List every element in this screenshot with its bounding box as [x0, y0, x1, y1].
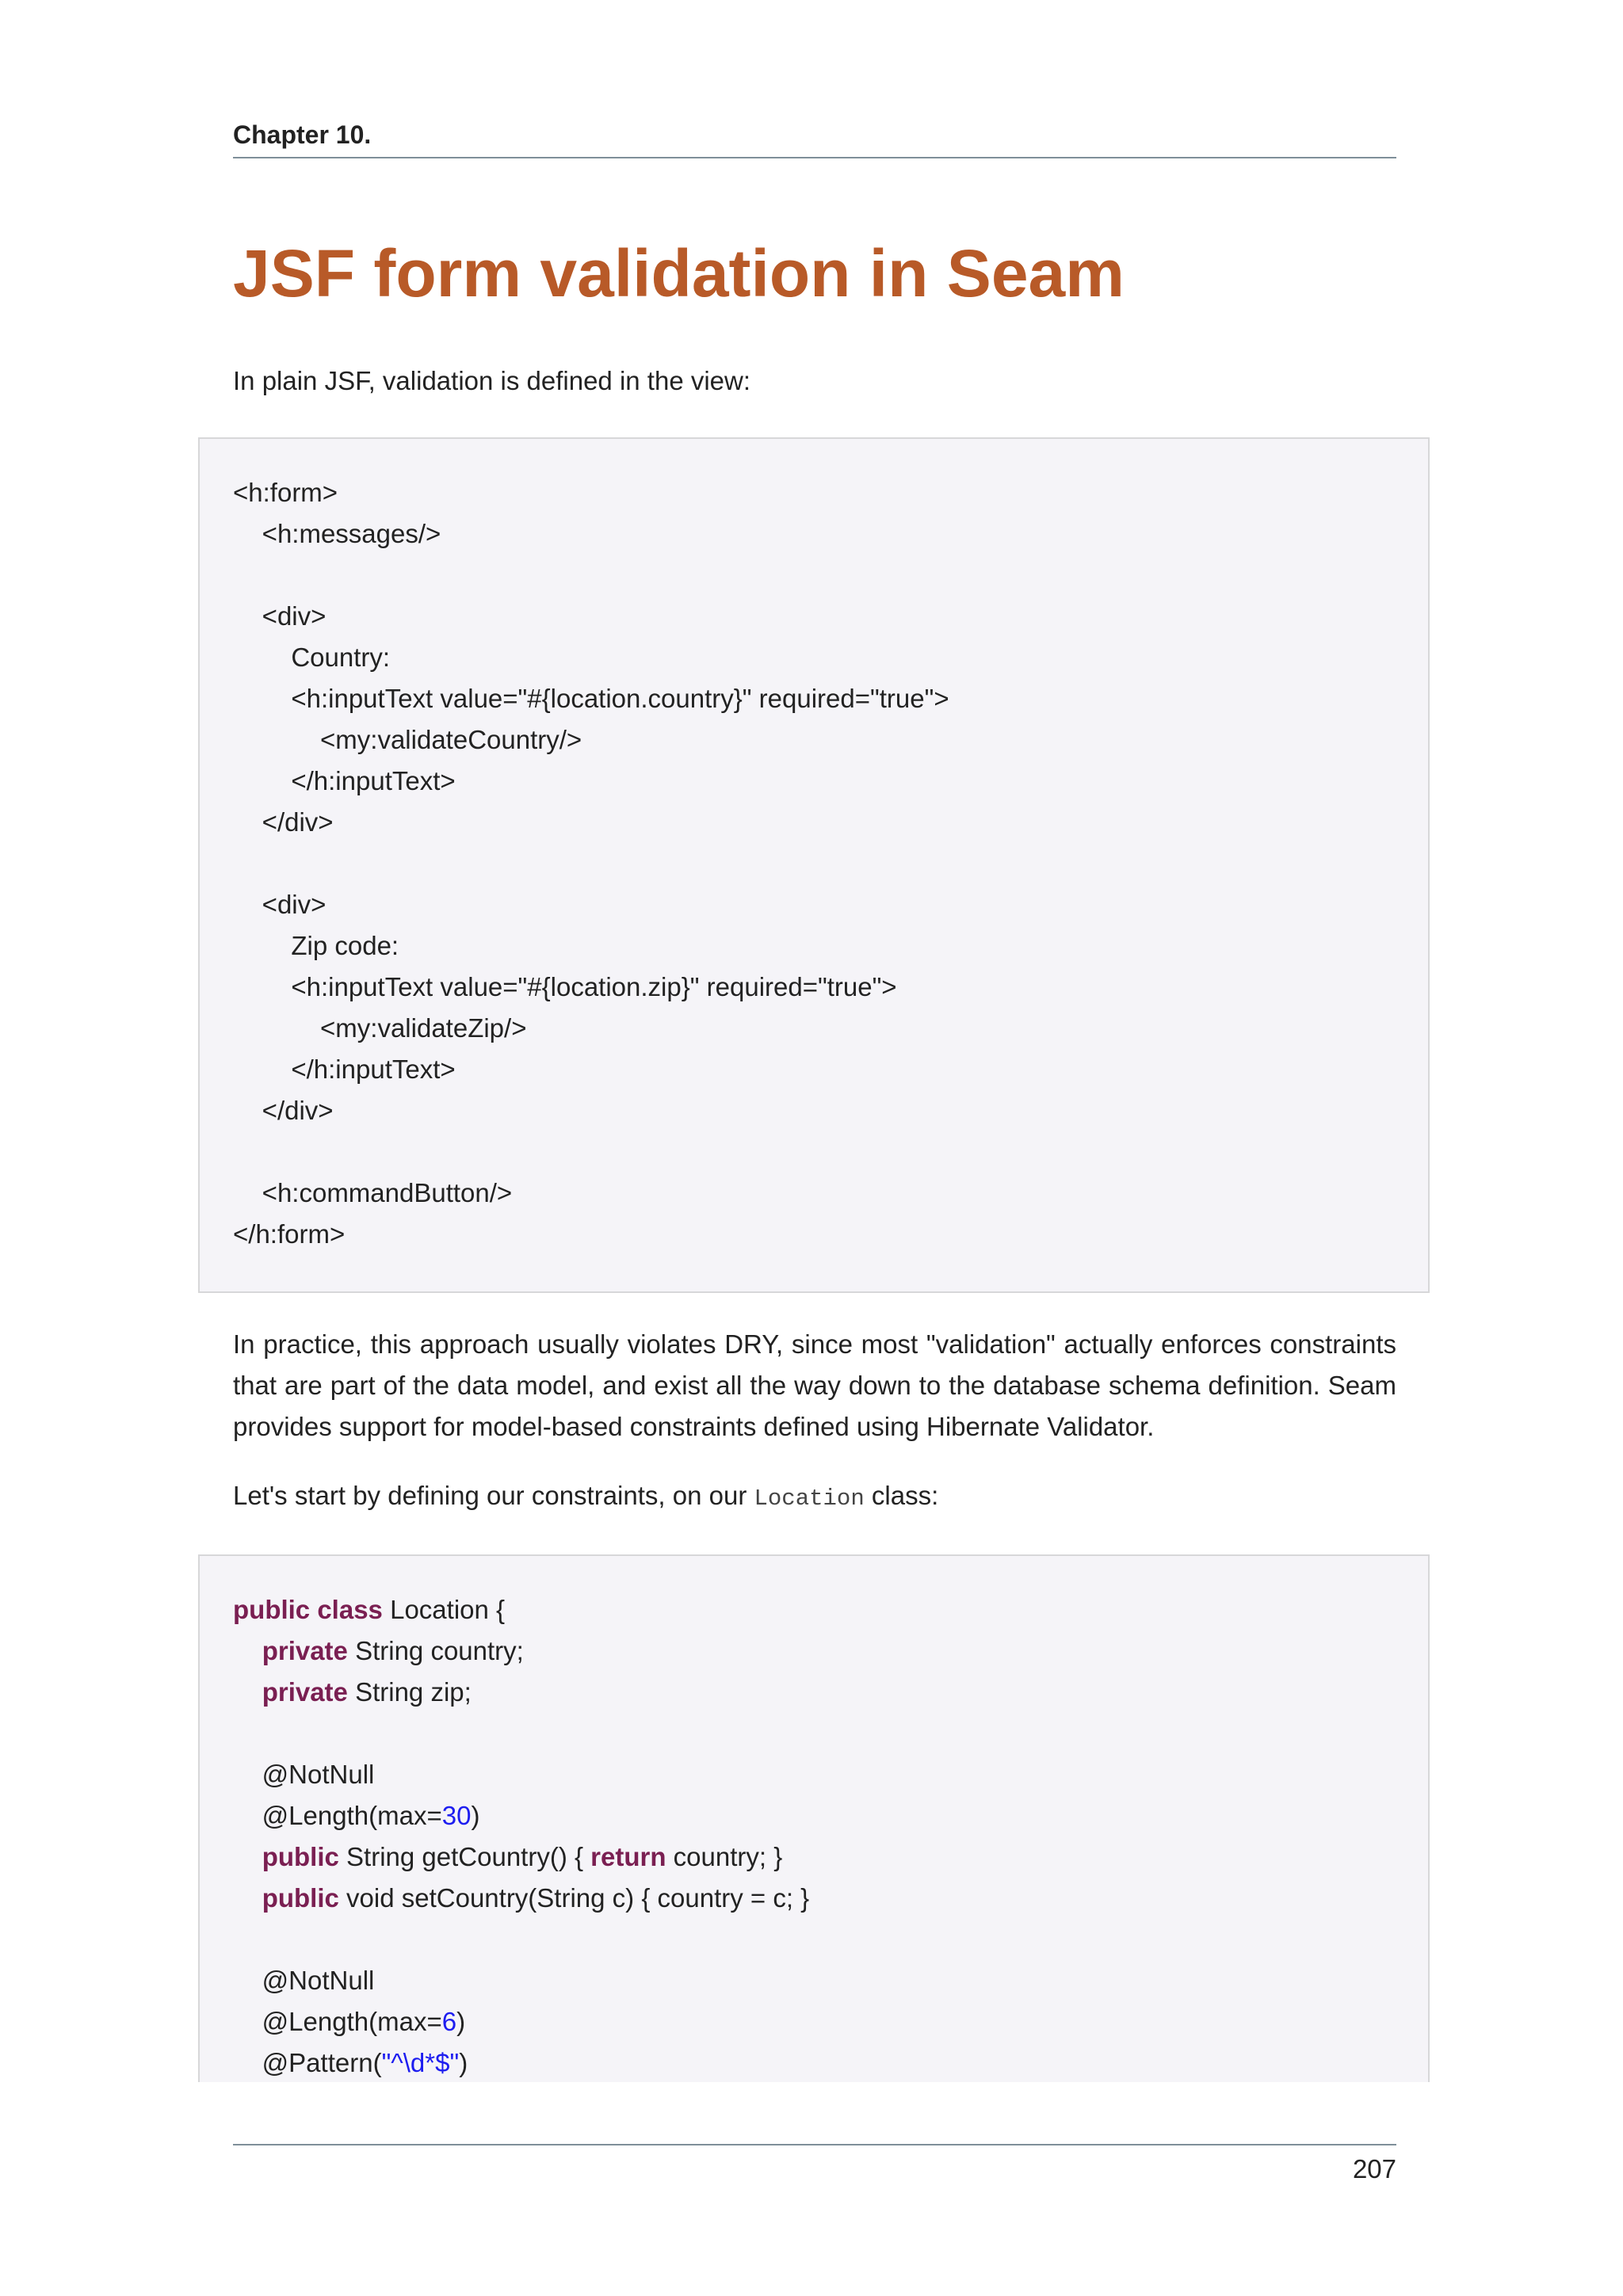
- code-line: [233, 2042, 1428, 2082]
- code-line: [233, 678, 1428, 719]
- code-text: </div>: [233, 807, 334, 837]
- code-line: [233, 761, 1428, 802]
- code-text: [233, 1677, 262, 1707]
- code-text: </h:inputText>: [233, 766, 456, 795]
- page-title: JSF form validation in Seam: [233, 236, 1125, 311]
- code-text: @Pattern(: [233, 2048, 382, 2077]
- code-keyword: public: [262, 1883, 339, 1913]
- code-text: <my:validateZip/>: [233, 1013, 527, 1043]
- code-line: [233, 1836, 1428, 1878]
- code-line: [233, 843, 1428, 884]
- code-line: [233, 1630, 1428, 1672]
- code-text: @Length(max=: [233, 1801, 442, 1830]
- code-line: [233, 1672, 1428, 1713]
- code-text: </h:inputText>: [233, 1055, 456, 1084]
- code-line: [233, 802, 1428, 843]
- code-text: ): [459, 2048, 468, 2077]
- code-line: [233, 1090, 1428, 1131]
- code-text: </h:form>: [233, 1219, 346, 1249]
- code-text: String country;: [347, 1636, 524, 1665]
- code-literal: 6: [441, 2007, 457, 2036]
- code-keyword: return: [590, 1842, 666, 1871]
- code-text: <h:form>: [233, 478, 338, 507]
- inline-code-location: Location: [754, 1486, 865, 1512]
- code-line: [233, 513, 1428, 555]
- code-block-location-class: [198, 1554, 1430, 2082]
- code-text: <my:validateCountry/>: [233, 725, 582, 754]
- code-line: [233, 555, 1428, 596]
- code-line: [233, 719, 1428, 761]
- dry-paragraph: In practice, this approach usually violates DRY, since most "validation" actually enforces constraints that are part of the data model, and exist all the way down to the database schema definition. Seam provides support for model-based constraints defined using Hibernate Validator.: [233, 1329, 1396, 1441]
- code-line: [233, 1008, 1428, 1049]
- constraints-text-after: class:: [864, 1481, 939, 1510]
- code-text: Country:: [233, 643, 391, 672]
- code-text: country; }: [666, 1842, 783, 1871]
- code-text: ): [471, 1801, 480, 1830]
- code-keyword: private: [262, 1677, 348, 1707]
- code-text: [233, 1636, 262, 1665]
- code-text: <div>: [233, 601, 327, 631]
- code-keyword: public class: [233, 1595, 383, 1624]
- code-line: [233, 1754, 1428, 1795]
- code-text: </div>: [233, 1096, 334, 1125]
- code-text: <h:messages/>: [233, 519, 441, 548]
- code-line: [233, 2001, 1428, 2042]
- code-line: [233, 637, 1428, 678]
- code-block-jsf-form: [198, 437, 1430, 1293]
- code-text: Location {: [382, 1595, 506, 1624]
- page-header: [233, 119, 1396, 158]
- code-text: [233, 1883, 262, 1913]
- code-literal: 30: [441, 1801, 472, 1830]
- code-text: void setCountry(String c) { country = c; }: [338, 1883, 810, 1913]
- code-text: <div>: [233, 890, 327, 919]
- code-line: [233, 1795, 1428, 1836]
- code-text: <h:inputText value="#{location.zip}" required="true">: [233, 972, 897, 1001]
- code-text: Zip code:: [233, 931, 399, 960]
- code-text: String zip;: [347, 1677, 472, 1707]
- code-line: [233, 1919, 1428, 1960]
- code-line: [233, 472, 1428, 513]
- code-text: <h:commandButton/>: [233, 1178, 513, 1207]
- code-line: [233, 967, 1428, 1008]
- code-line: [233, 925, 1428, 967]
- code-text: String getCountry() {: [338, 1842, 591, 1871]
- code-line: [233, 596, 1428, 637]
- code-line: [233, 1960, 1428, 2001]
- code-text: @NotNull: [233, 1966, 375, 1995]
- code-line: [233, 1131, 1428, 1173]
- code-text: <h:inputText value="#{location.country}" required="true">: [233, 684, 949, 713]
- code-text: [233, 1842, 262, 1871]
- code-line: [233, 1713, 1428, 1754]
- code-text: ): [456, 2007, 466, 2036]
- code-line: [233, 1878, 1428, 1919]
- code-keyword: public: [262, 1842, 339, 1871]
- chapter-label: Chapter 10.: [233, 120, 372, 149]
- code-literal: "^\d*$": [381, 2048, 460, 2077]
- page-number: 207: [1352, 2154, 1396, 2183]
- code-text: @NotNull: [233, 1760, 375, 1789]
- constraints-paragraph: [233, 1475, 1396, 1520]
- code-line: [233, 1173, 1428, 1214]
- code-text: @Length(max=: [233, 2007, 442, 2036]
- constraints-text-before: Let's start by defining our constraints, on our: [233, 1481, 754, 1510]
- code-line: [233, 1049, 1428, 1090]
- page-footer: [233, 2144, 1396, 2187]
- code-line: [233, 884, 1428, 925]
- code-line: [233, 1214, 1428, 1255]
- intro-paragraph: In plain JSF, validation is defined in the view:: [233, 366, 751, 395]
- code-line: [233, 1589, 1428, 1630]
- code-keyword: private: [262, 1636, 348, 1665]
